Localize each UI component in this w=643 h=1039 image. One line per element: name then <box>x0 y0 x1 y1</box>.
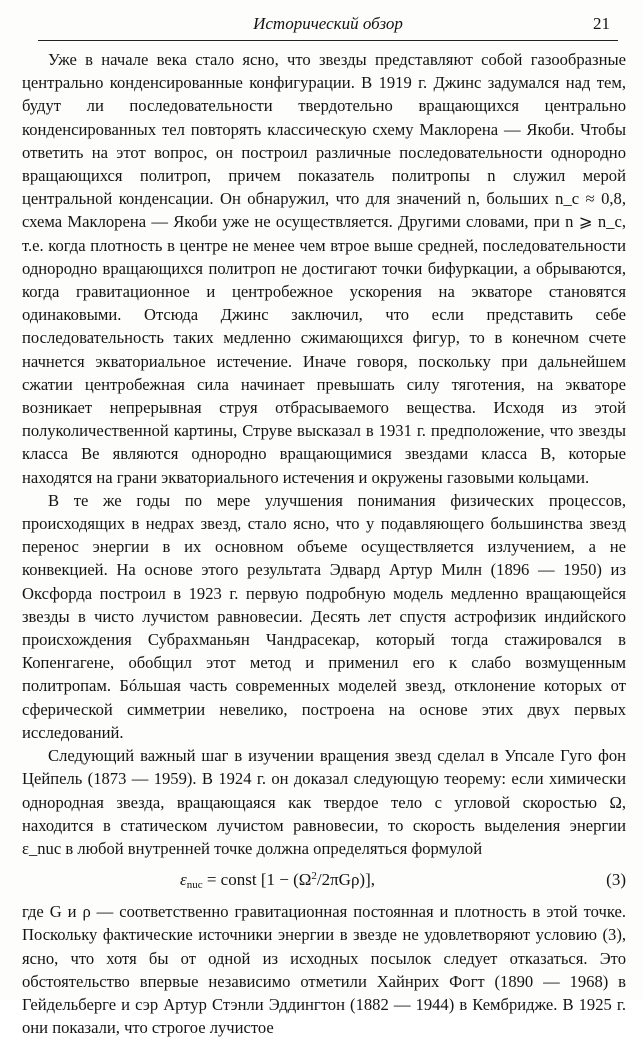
formula-superscript: 2 <box>311 870 317 883</box>
paragraph-1: Уже в начале века стало ясно, что звезды представляют собой газообразные центрально конденсированные конфигурации. В 1919 г. Джинс задумался над тем, будут ли последовательности твердотельно вращающихся центрально конденсированных тел повторять классическую схему Маклорена — Якоби. Чтобы ответить на этот вопрос, он построил различные последовательности однородно вращающихся политроп, причем показатель политропы n служил мерой центральной конденсации. Он обнаружил, что для значений n, больших n_c ≈ 0,8, схема Маклорена — Якоби уже не осуществляется. Другими словами, при n ⩾ n_c, т.е. когда плотность в центре не менее чем втрое выше средней, последовательности однородно вращающихся политроп не достигают точки бифуркации, а обрываются, когда гравитационное и центробежное ускорения на экваторе становятся одинаковыми. Отсюда Джинс заключил, что если представить себе последовательность таких медленно сжимающихся фигур, то в конечном счете начнется экваториальное истечение. Иначе говоря, поскольку при дальнейшем сжатии центробежная сила начинает превышать силу тяготения, на экваторе возникает непрерывная струя отбрасываемого вещества. Исходя из этой полуколичественной картины, Струве высказал в 1931 г. предположение, что звезды класса Be являются однородно вращающимися звездами класса B, которые находятся на грани экваториального истечения и окружены газовыми кольцами. <box>22 50 626 487</box>
body-text <box>22 48 626 1039</box>
paragraph-2: В те же годы по мере улучшения понимания физических процессов, происходящих в недрах звезд, стало ясно, что у подавляющего большинства звезд перенос энергии в их основном объеме осуществляется излучением, а не конвекцией. На основе этого результата Эдвард Артур Милн (1896 — 1950) из Оксфорда построил в 1923 г. первую подробную модель медленно вращающейся звезды в чисто лучистом равновесии. Десять лет спустя астрофизик индийского происхождения Субрахманьян Чандрасекар, который тогда стажировался в Копенгагене, обобщил этот метод и применил его к слабо возмущенным политропам. Бóльшая часть современных моделей звезд, отклонение которых от сферической симметрии невелико, построена на основе этих двух первых исследований. <box>22 490 626 742</box>
formula-3 <box>22 860 626 900</box>
formula-number: (3) <box>606 870 626 890</box>
paragraph-4: где G и ρ — соответственно гравитационная постоянная и плотность в этой точке. Поскольку фактические источники энергии в звезде не удовлетворяют условию (3), ясно, что хотя бы от одной из исходных посылок следует отказаться. Это обстоятельство впервые независимо отметили Хайнрих Фогт (1890 — 1968) в Гейдельберге и сэр Артур Стэнли Эддингтон (1882 — 1944) в Кембридже. В 1925 г. они показали, что строгое лучистое <box>22 902 626 1038</box>
page-number: 21 <box>593 14 610 33</box>
formula-subscript: nuc <box>186 879 203 892</box>
formula-epsilon: ε <box>180 870 187 890</box>
running-title: Исторический обзор <box>253 14 403 33</box>
header-rule <box>38 40 618 41</box>
formula-rhs-end: /2πGρ)], <box>316 870 375 890</box>
page-header <box>38 10 618 38</box>
formula-rhs-start: = const [1 − (Ω <box>206 870 312 890</box>
formula-expression <box>180 868 375 894</box>
paragraph-3: Следующий важный шаг в изучении вращения звезд сделал в Упсале Гуго фон Цейпель (1873 — 1959). В 1924 г. он доказал следующую теорему: если химически однородная звезда, вращающаяся как твердое тело с угловой скоростью Ω, находится в статическом лучистом равновесии, то скорость выделения энергии ε_nuc в любой внутренней точке должна определяться формулой <box>22 746 626 858</box>
